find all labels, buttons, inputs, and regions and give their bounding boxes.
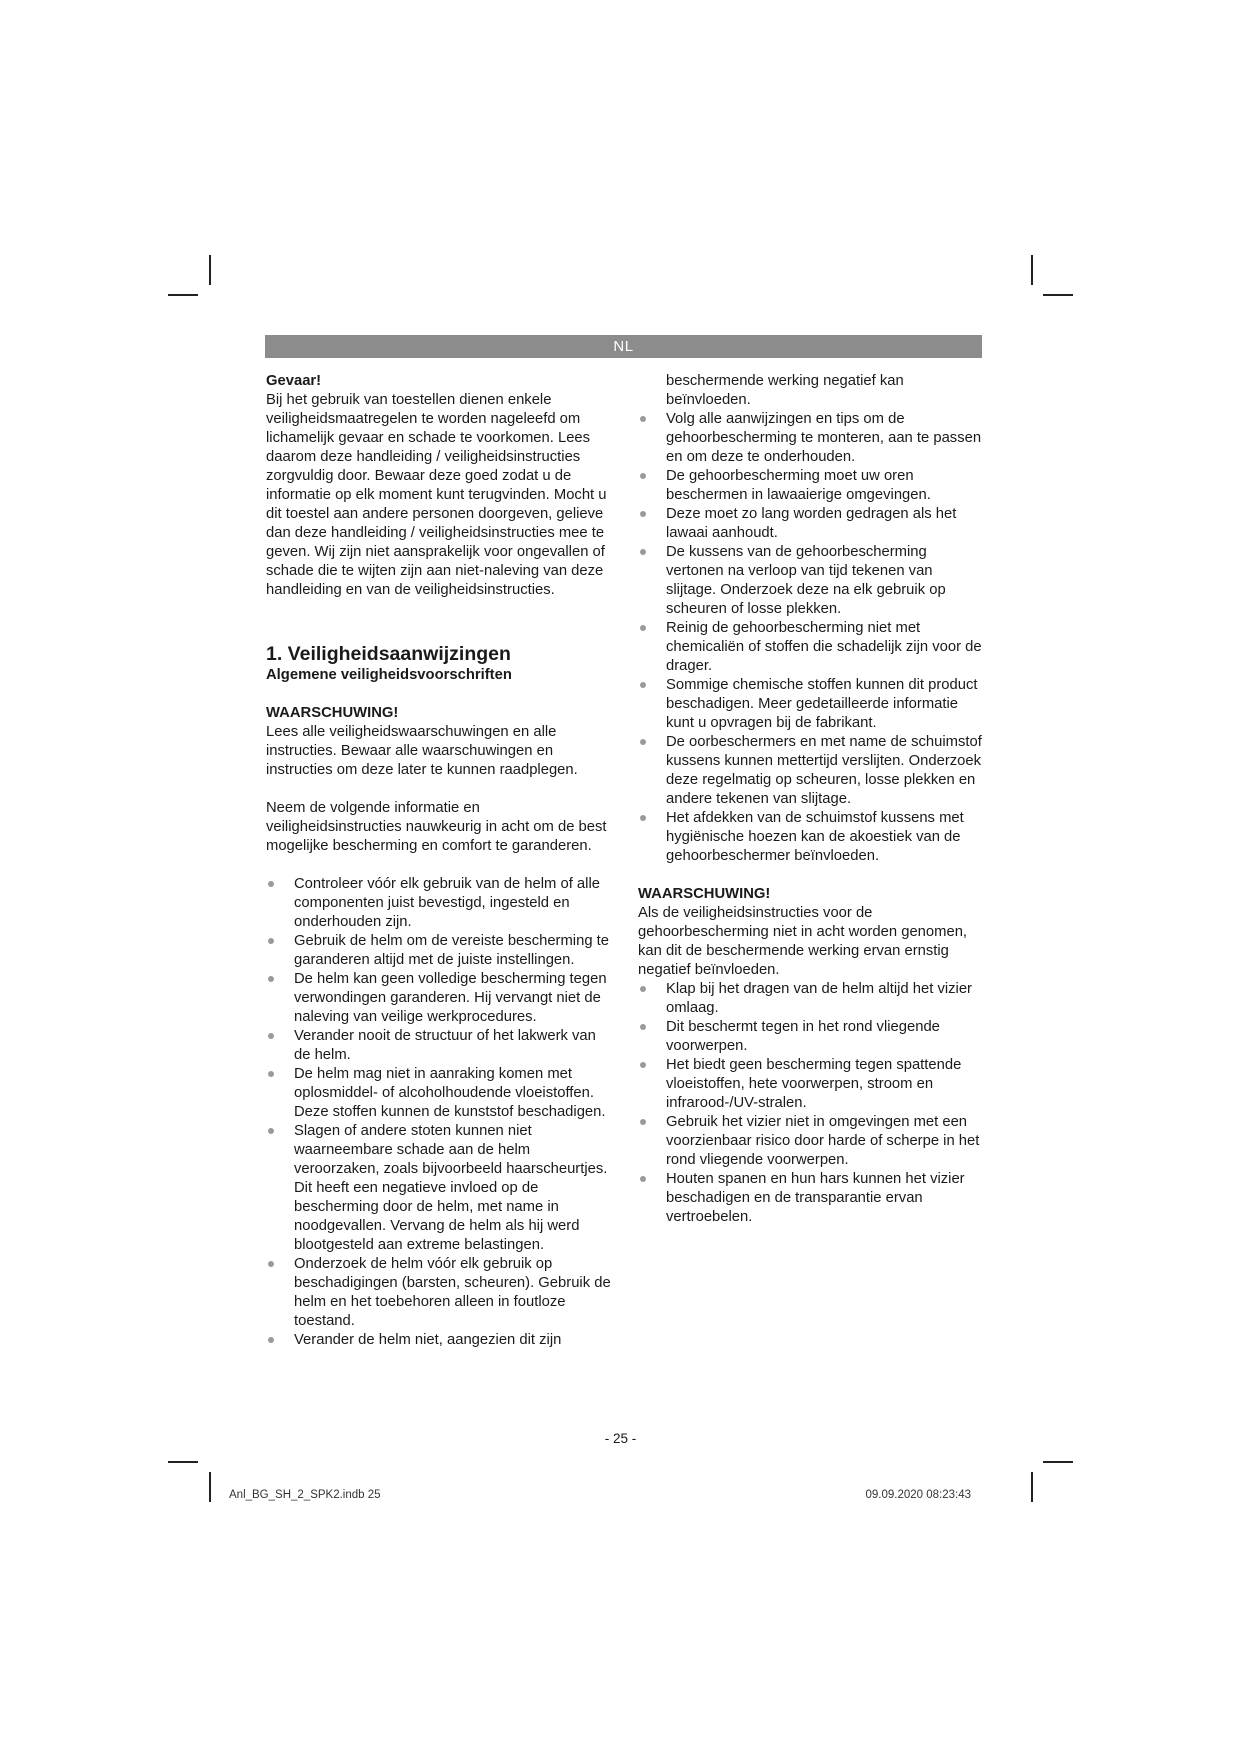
info-text: Neem de volgende informatie en veiligheidsinstructies nauwkeurig in acht om de best mogelijke bescherming en comfort te garanderen. bbox=[266, 800, 607, 854]
list-item: Onderzoek de helm vóór elk gebruik op beschadigingen (barsten, scheuren). Gebruik de helm en het toebehoren alleen in foutloze toestand. bbox=[266, 1255, 616, 1331]
crop-mark bbox=[209, 1472, 211, 1502]
list-item: Reinig de gehoorbescherming niet met chemicaliën of stoffen die schadelijk zijn voor de drager. bbox=[638, 619, 983, 676]
crop-mark bbox=[1031, 255, 1033, 285]
list-item: Dit beschermt tegen in het rond vliegende voorwerpen. bbox=[638, 1018, 983, 1056]
warning-text: Lees alle veiligheidswaarschuwingen en alle instructies. Bewaar alle waarschuwingen en instructies om deze later te kunnen raadplegen. bbox=[266, 724, 578, 778]
list-item: De kussens van de gehoorbescherming vertonen na verloop van tijd tekenen van slijtage. Onderzoek deze na elk gebruik op scheuren of losse plekken. bbox=[638, 543, 983, 619]
section-title: 1. Veiligheidsaanwijzingen bbox=[266, 643, 511, 665]
right-column bbox=[638, 372, 983, 1227]
warning-title: WAARSCHUWING! bbox=[638, 886, 771, 902]
list-item: Deze moet zo lang worden gedragen als het lawaai aanhoudt. bbox=[638, 505, 983, 543]
list-item: Het biedt geen bescherming tegen spattende vloeistoffen, hete voorwerpen, stroom en infrarood-/UV-stralen. bbox=[638, 1056, 983, 1113]
list-item: Slagen of andere stoten kunnen niet waarneembare schade aan de helm veroorzaken, zoals bijvoorbeeld haarscheurtjes. Dit heeft een negatieve invloed op de bescherming door de helm, met name in noodgevallen. Vervang de helm als hij werd blootgesteld aan extreme belastingen. bbox=[266, 1122, 616, 1255]
list-item: Houten spanen en hun hars kunnen het vizier beschadigen en de transparantie ervan vertroebelen. bbox=[638, 1170, 983, 1227]
list-item: Verander de helm niet, aangezien dit zijn bbox=[266, 1331, 616, 1350]
danger-text: Bij het gebruik van toestellen dienen enkele veiligheidsmaatregelen te worden nageleefd om lichamelijk gevaar en schade te voorkomen. Lees daarom deze handleiding / veiligheidsinstructies zorgvuldig door. Bewaar deze goed zodat u de informatie op elk moment kunt terugvinden. Mocht u dit toestel aan andere personen doorgeven, gelieve dan deze handleiding / veiligheidsinstructies mee te geven. Wij zijn niet aansprakelijk voor ongevallen of schade die te wijten zijn aan niet-naleving van deze handleiding en van de veiligheidsinstructies. bbox=[266, 392, 607, 598]
list-item: De gehoorbescherming moet uw oren beschermen in lawaaierige omgevingen. bbox=[638, 467, 983, 505]
crop-mark bbox=[1031, 1472, 1033, 1502]
list-item: De oorbeschermers en met name de schuimstof kussens kunnen mettertijd verslijten. Onderzoek deze regelmatig op scheuren, losse plekken en andere tekenen van slijtage. bbox=[638, 733, 983, 809]
footer-filename: Anl_BG_SH_2_SPK2.indb 25 bbox=[229, 1489, 381, 1501]
crop-mark bbox=[168, 294, 198, 296]
crop-mark bbox=[168, 1461, 198, 1463]
warning-text: Als de veiligheidsinstructies voor de gehoorbescherming niet in acht worden genomen, kan dit de beschermende werking ervan ernstig negatief beïnvloeden. bbox=[638, 905, 968, 978]
list-item: Sommige chemische stoffen kunnen dit product beschadigen. Meer gedetailleerde informatie kunt u opvragen bij de fabrikant. bbox=[638, 676, 983, 733]
list-item: Het afdekken van de schuimstof kussens met hygiënische hoezen kan de akoestiek van de gehoorbeschermer beïnvloeden. bbox=[638, 809, 983, 866]
left-column bbox=[266, 372, 616, 1350]
list-item: Volg alle aanwijzingen en tips om de gehoorbescherming te monteren, aan te passen en om deze te onderhouden. bbox=[638, 410, 983, 467]
footer-timestamp: 09.09.2020 08:23:43 bbox=[865, 1489, 971, 1501]
danger-title: Gevaar! bbox=[266, 373, 322, 389]
helmet-safety-list bbox=[266, 875, 616, 1350]
list-item: Klap bij het dragen van de helm altijd het vizier omlaag. bbox=[638, 980, 983, 1018]
language-header: NL bbox=[265, 335, 982, 358]
page-number: - 25 - bbox=[604, 1431, 637, 1446]
visor-safety-list bbox=[638, 980, 983, 1227]
list-item: Controleer vóór elk gebruik van de helm of alle componenten juist bevestigd, ingesteld en onderhouden zijn. bbox=[266, 875, 616, 932]
crop-mark bbox=[209, 255, 211, 285]
crop-mark bbox=[1043, 1461, 1073, 1463]
subsection-title: Algemene veiligheidsvoorschriften bbox=[266, 667, 512, 683]
list-item: Gebruik het vizier niet in omgevingen met een voorzienbaar risico door harde of scherpe in het rond vliegende voorwerpen. bbox=[638, 1113, 983, 1170]
list-item: Gebruik de helm om de vereiste bescherming te garanderen altijd met de juiste instellingen. bbox=[266, 932, 616, 970]
continuation-text: beschermende werking negatief kan beïnvloeden. bbox=[666, 373, 904, 408]
list-item: Verander nooit de structuur of het lakwerk van de helm. bbox=[266, 1027, 616, 1065]
list-item: De helm mag niet in aanraking komen met oplosmiddel- of alcoholhoudende vloeistoffen. Deze stoffen kunnen de kunststof beschadigen. bbox=[266, 1065, 616, 1122]
list-item: De helm kan geen volledige bescherming tegen verwondingen garanderen. Hij vervangt niet de naleving van veilige werkprocedures. bbox=[266, 970, 616, 1027]
hearing-protection-list bbox=[638, 410, 983, 866]
warning-title: WAARSCHUWING! bbox=[266, 705, 399, 721]
crop-mark bbox=[1043, 294, 1073, 296]
